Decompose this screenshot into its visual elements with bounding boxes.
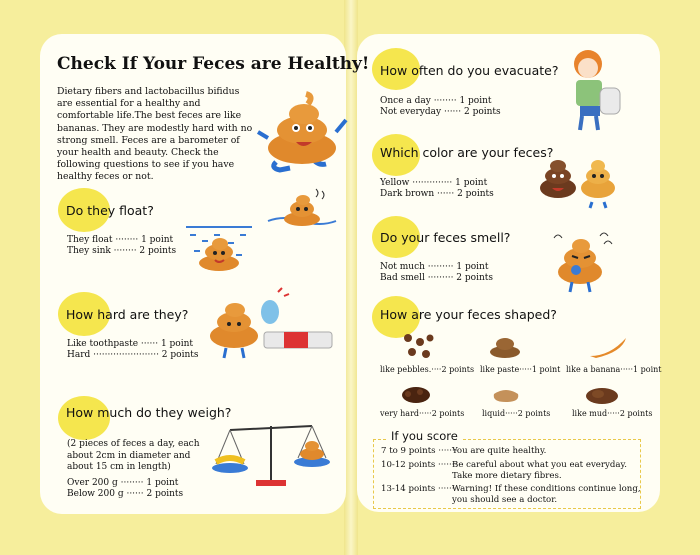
water-tank-illustration — [186, 205, 252, 273]
weigh-answers — [67, 478, 183, 500]
float-answers — [67, 235, 176, 257]
shape-mud-icon — [584, 384, 620, 408]
question-shape: How are your feces shaped? — [380, 307, 557, 322]
shape-very-hard-icon — [398, 382, 434, 408]
evacuate-answers — [380, 96, 501, 118]
book-gutter — [344, 0, 358, 555]
shape-caption: like pebbles.····2 points — [380, 365, 475, 374]
answer: They sink ········ 2 points — [67, 246, 177, 256]
score-range: 13-14 points ······· — [381, 484, 458, 494]
shape-caption: like paste·····1 point — [480, 365, 561, 374]
smell-answers — [380, 262, 493, 284]
score-text: Be careful about what you eat everyday. — [452, 460, 627, 470]
question-evacuate: How often do you evacuate? — [380, 63, 559, 78]
answer: Hard ······················· 2 points — [67, 350, 199, 360]
question-float: Do they float? — [66, 203, 154, 218]
page-title: Check If Your Feces are Healthy! — [57, 54, 370, 74]
shape-liquid-icon — [490, 384, 522, 408]
question-hard: How hard are they? — [66, 307, 189, 322]
shape-caption: like mud·····2 points — [572, 409, 653, 418]
intro-text: Dietary fibers and lactobacillus bifidus are essential for a healthy and comfortable life.The best feces are like bananas. They are modestly hard with no strong smell. Feces are a barometer of your health and beauty. Check the following questions to see if you have healthy feces or not. — [57, 86, 253, 183]
shape-caption: liquid·····2 points — [482, 409, 551, 418]
shape-paste-icon — [488, 334, 522, 360]
score-range: 7 to 9 points ······· — [381, 446, 458, 456]
score-text: Warning! If these conditions continue long, — [452, 484, 641, 494]
balance-scale-illustration — [208, 418, 334, 490]
hard-answers — [67, 339, 198, 361]
floating-poop-illustration — [266, 185, 338, 235]
answer: They float ········ 1 point — [67, 235, 174, 245]
answer: Dark brown ······ 2 points — [380, 189, 494, 199]
question-color: Which color are your feces? — [380, 145, 554, 160]
color-poops-illustration — [536, 144, 620, 210]
shape-banana-icon — [586, 334, 630, 360]
answer: Below 200 g ······ 2 points — [67, 489, 184, 499]
answer: Yellow ·············· 1 point — [380, 178, 488, 188]
score-text: Take more dietary fibres. — [452, 471, 562, 481]
answer: Over 200 g ········ 1 point — [67, 478, 179, 488]
shape-pebbles-icon — [400, 332, 436, 360]
question-weigh: How much do they weigh? — [66, 405, 232, 420]
score-title: If you score — [386, 429, 463, 443]
color-answers — [380, 178, 494, 200]
answer: Once a day ········ 1 point — [380, 96, 492, 106]
answer: Bad smell ········· 2 points — [380, 273, 493, 283]
toothpaste-poop-illustration — [204, 286, 336, 362]
walking-poop-illustration — [256, 92, 348, 174]
smelly-poop-illustration — [546, 224, 616, 296]
shape-caption: like a banana·····1 point — [566, 365, 662, 374]
weigh-note: (2 pieces of feces a day, each about 2cm in diameter and about 15 cm in length) — [67, 439, 200, 472]
girl-on-toilet-illustration — [566, 48, 626, 134]
answer: Not everyday ······ 2 points — [380, 107, 501, 117]
question-smell: Do your feces smell? — [380, 230, 511, 245]
answer: Like toothpaste ······ 1 point — [67, 339, 193, 349]
answer: Not much ········· 1 point — [380, 262, 489, 272]
score-text: you should see a doctor. — [452, 495, 558, 505]
score-range: 10-12 points ······· — [381, 460, 458, 470]
score-text: You are quite healthy. — [452, 446, 547, 456]
shape-caption: very hard·····2 points — [380, 409, 465, 418]
